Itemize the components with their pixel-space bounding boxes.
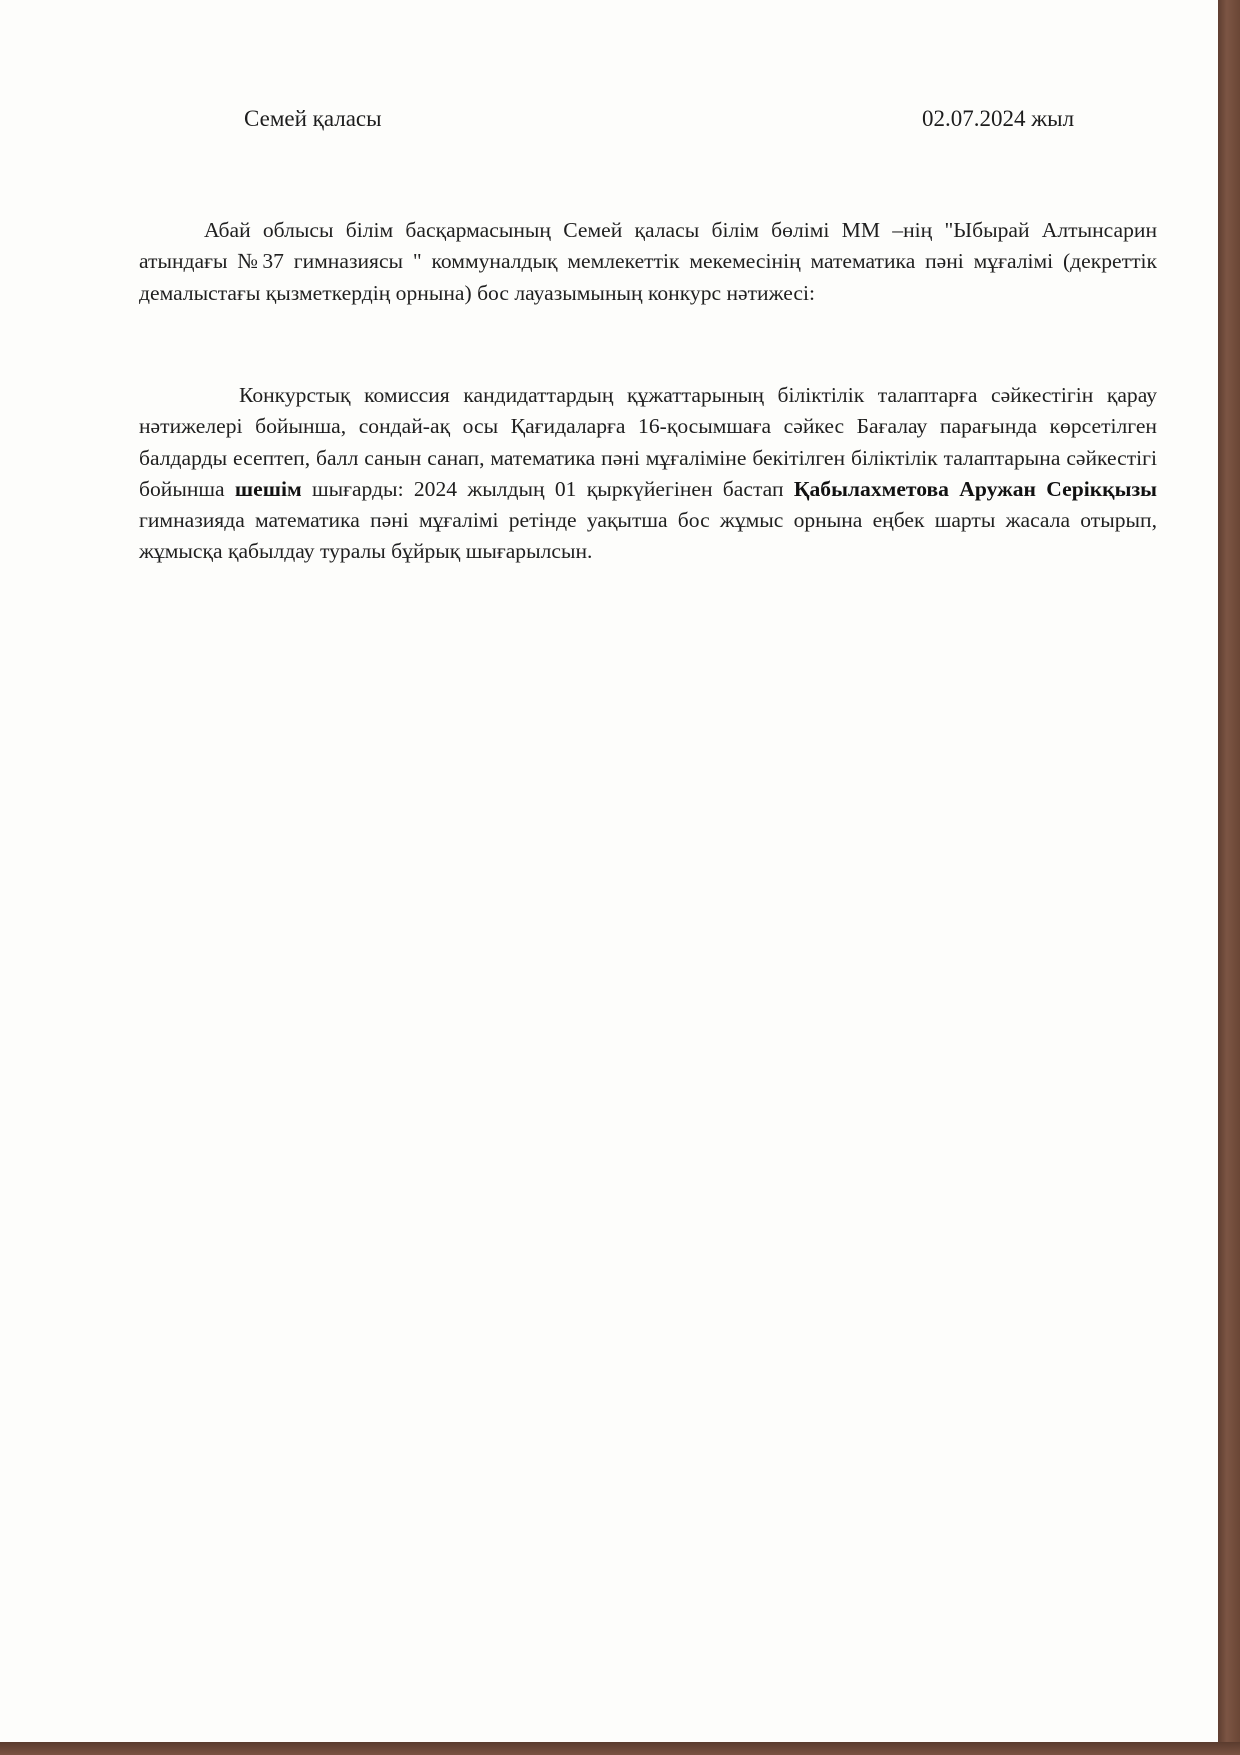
decision-word: шешім [234, 476, 302, 501]
city-label: Семей қаласы [244, 106, 382, 131]
candidate-name: Қабылахметова Аружан Серікқызы [793, 476, 1157, 501]
desk-background-bottom [0, 1742, 1240, 1755]
decision-paragraph [139, 380, 1157, 568]
decision-text-part3: гимназияда математика пәні мұғалімі ретінде уақытша бос жұмыс орнына еңбек шарты жасала отырып, жұмысқа қабылдау туралы бұйрық шығарылсын. [139, 508, 1157, 564]
document-date: 02.07.2024 жыл [922, 106, 1075, 131]
decision-text-part2: шығарды: 2024 жылдың 01 қыркүйегінен бастап [311, 476, 784, 501]
competition-title-paragraph: Абай облысы білім басқармасының Семей қаласы білім бөлімі ММ –нің "Ыбырай Алтынсарин атындағы №37 гимназиясы " коммуналдық мемлекеттік мекемесінің математика пәні мұғалімі (декреттік демалыстағы қызметкердің орнына) бос лауазымының конкурс нәтижесі: [139, 218, 1157, 305]
desk-background-right [1218, 0, 1240, 1755]
decision-text-part1: Конкурстық комиссия кандидаттардың құжаттарының біліктілік талаптарға сәйкестігін қарау нәтижелері бойынша, сондай-ақ осы Қағидаларға 16-қосымшаға сәйкес Бағалау парағында көрсетілген балдарды есептеп, балл санын санап, математика пәні мұғаліміне бекітілген біліктілік талаптарына сәйкестігі бойынша [139, 383, 1157, 501]
